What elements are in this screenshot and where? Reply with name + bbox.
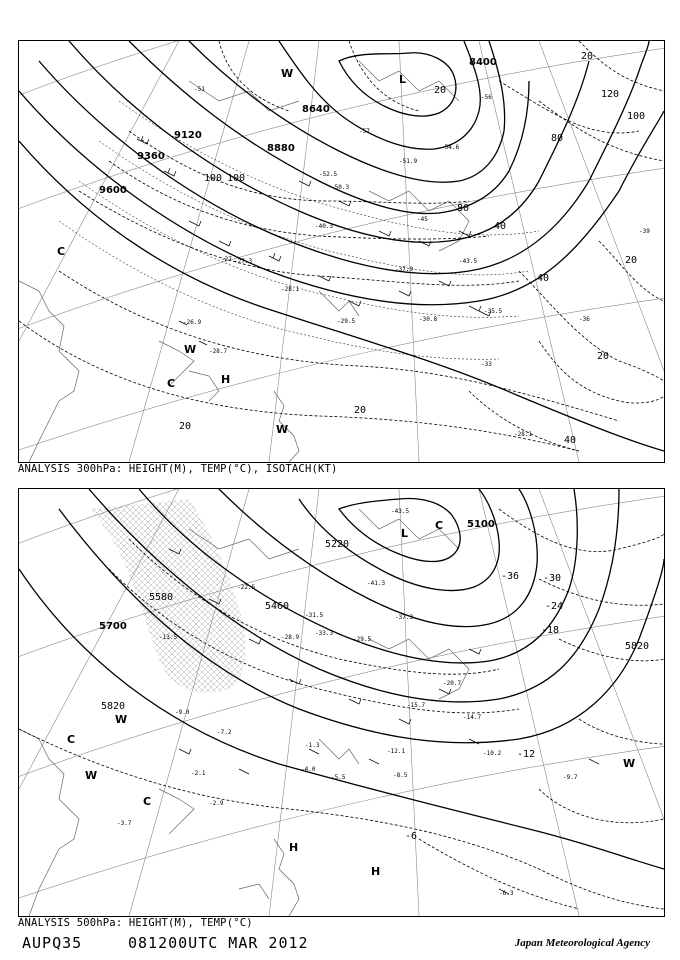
- station-label: -6.3: [499, 890, 514, 897]
- map-300hpa-svg: [19, 41, 664, 462]
- temp-label: -27: [221, 256, 232, 263]
- isotach-label: 80: [551, 133, 564, 144]
- caption-300hpa: ANALYSIS 300hPa: HEIGHT(M), TEMP(°C), ISOTACH(KT): [18, 463, 338, 475]
- station-label: -43.5: [391, 508, 410, 515]
- station-label: -7.2: [217, 729, 232, 736]
- height-contours: [19, 41, 664, 451]
- map-panel-500hpa: [18, 488, 665, 917]
- warm-marker: W: [623, 757, 636, 770]
- map-500hpa-svg: [19, 489, 664, 916]
- height-label: 8880: [267, 143, 295, 154]
- station-label: -10.2: [483, 750, 502, 757]
- isotach-label: 20: [625, 255, 638, 266]
- station-label: -1.3: [305, 742, 320, 749]
- isotach-label: 20: [581, 51, 594, 62]
- temp-label-group: [405, 571, 563, 842]
- bulletin-datetime: 081200UTC MAR 2012: [128, 934, 309, 952]
- temp-label: -24: [545, 601, 564, 612]
- cold-marker: C: [57, 245, 66, 258]
- station-label: -5.5: [331, 774, 346, 781]
- height-label: 5460: [265, 601, 290, 612]
- station-label: -13.5: [159, 634, 178, 641]
- temp-label: -26.9: [183, 319, 202, 326]
- warm-marker: W: [184, 343, 197, 356]
- station-label: -4.0: [301, 766, 316, 773]
- station-label: -2.1: [191, 770, 206, 777]
- isotherms: [59, 101, 539, 359]
- cold-marker: C: [67, 733, 76, 746]
- station-label: -22.5: [237, 584, 256, 591]
- temp-label: -29.5: [337, 318, 356, 325]
- cold-marker: C: [167, 377, 176, 390]
- temp-label: -30.8: [419, 316, 438, 323]
- low-pressure-marker: L: [399, 73, 407, 86]
- warm-marker: W: [115, 713, 128, 726]
- warm-marker: W: [281, 67, 294, 80]
- temp-label: -36: [579, 316, 590, 323]
- station-label: -9.7: [563, 774, 578, 781]
- temp-label: -39: [639, 228, 650, 235]
- temp-label: -43.5: [459, 258, 478, 265]
- temp-label: -51.9: [399, 158, 418, 165]
- high-pressure-marker: H: [221, 373, 231, 386]
- height-label: 5580: [149, 592, 174, 603]
- height-label: 9120: [174, 130, 202, 141]
- station-label: -28.9: [281, 634, 300, 641]
- station-label: -9.0: [175, 709, 190, 716]
- temp-label: -54.6: [441, 144, 460, 151]
- isotach-label: 100: [227, 173, 246, 184]
- temp-label: -51: [194, 86, 205, 93]
- temp-label: -33: [481, 361, 492, 368]
- isotach-label: 20: [179, 421, 192, 432]
- temp-label: -27.3: [234, 258, 253, 265]
- height-label: 5820: [625, 641, 650, 652]
- station-label: -3.7: [117, 820, 132, 827]
- isotach-label: 20: [597, 351, 610, 362]
- height-label: 5820: [101, 701, 126, 712]
- station-label: -29.5: [353, 636, 372, 643]
- isotach-label: 40: [564, 435, 577, 446]
- temp-label: -30: [543, 573, 562, 584]
- isotach-label: 100: [204, 173, 223, 184]
- temp-label: -52.5: [319, 171, 338, 178]
- station-label: -33.3: [315, 630, 334, 637]
- isotach-label: 20: [354, 405, 367, 416]
- height-label: 5700: [99, 621, 127, 632]
- station-label: -37.3: [395, 614, 414, 621]
- station-label: -14.7: [463, 714, 482, 721]
- temp-label: -18: [541, 625, 560, 636]
- isotach-label: 120: [601, 89, 620, 100]
- caption-500hpa: ANALYSIS 500hPa: HEIGHT(M), TEMP(°C): [18, 917, 253, 929]
- station-label: -31.5: [305, 612, 324, 619]
- graticule: [19, 41, 664, 462]
- isotach-label-group: [179, 51, 645, 446]
- station-label: -12.1: [387, 748, 406, 755]
- warm-marker: W: [276, 423, 289, 436]
- height-label: 8640: [302, 104, 330, 115]
- high-pressure-marker: H: [371, 865, 381, 878]
- isotach-label: 40: [537, 273, 550, 284]
- high-pressure-marker: H: [289, 841, 299, 854]
- height-label: 8400: [469, 57, 497, 68]
- station-label: -15.7: [407, 702, 426, 709]
- isotachs: [19, 41, 664, 451]
- temp-label: -40.3: [315, 223, 334, 230]
- temp-label: -45: [417, 216, 428, 223]
- coastline: [19, 509, 469, 916]
- station-label: -20.7: [443, 680, 462, 687]
- bulletin-code: AUPQ35: [22, 934, 83, 952]
- temp-label: -28.1: [281, 286, 300, 293]
- temp-label: -28.7: [209, 348, 228, 355]
- isotach-label: 20: [434, 85, 447, 96]
- low-pressure-marker: L: [401, 527, 409, 540]
- pressure-system-group: [57, 67, 406, 436]
- temp-label: -36: [501, 571, 520, 582]
- temp-label: -35.5: [484, 308, 503, 315]
- height-label: 9600: [99, 185, 127, 196]
- temp-label: -57: [359, 128, 370, 135]
- temp-label: -56: [481, 94, 492, 101]
- height-label: 9360: [137, 151, 165, 162]
- isotach-label: 80: [457, 203, 470, 214]
- isotach-label: 100: [627, 111, 646, 122]
- height-label: 5100: [467, 519, 495, 530]
- temp-label: -37.9: [395, 266, 414, 273]
- temp-label: -50.3: [331, 184, 350, 191]
- station-label: -2.9: [209, 800, 224, 807]
- cold-marker: C: [143, 795, 152, 808]
- agency-name: Japan Meteorological Agency: [514, 937, 650, 949]
- station-label: -41.3: [367, 580, 386, 587]
- temp-label: -12: [517, 749, 536, 760]
- wind-barbs: [137, 136, 491, 345]
- station-label: -8.5: [393, 772, 408, 779]
- warm-marker: W: [85, 769, 98, 782]
- temp-label: -6: [405, 831, 418, 842]
- isotach-label: 40: [494, 221, 507, 232]
- height-label: 5220: [325, 539, 350, 550]
- temp-label: -28.1: [514, 431, 533, 438]
- map-panel-300hpa: [18, 40, 665, 463]
- cold-marker: C: [435, 519, 444, 532]
